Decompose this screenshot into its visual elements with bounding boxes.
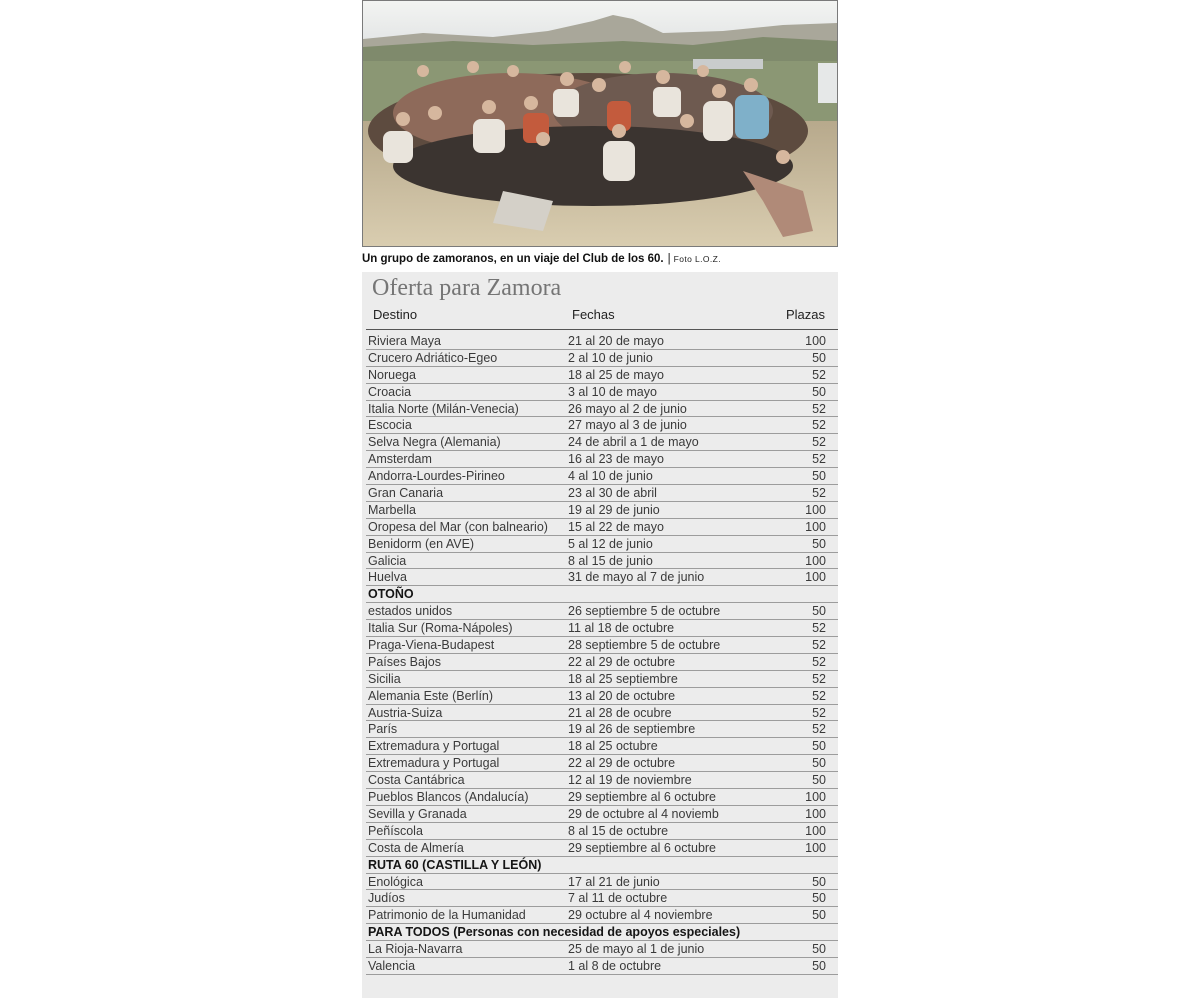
plazas-cell: 100 xyxy=(805,502,826,517)
plazas-cell: 100 xyxy=(805,334,826,348)
table-row xyxy=(366,721,838,738)
table-row xyxy=(366,671,838,688)
destino-cell: Costa de Almería xyxy=(368,840,464,855)
plazas-cell: 50 xyxy=(812,756,826,771)
destino-cell: Pueblos Blancos (Andalucía) xyxy=(368,790,529,805)
fechas-cell: 19 al 29 de junio xyxy=(568,502,660,517)
photo-caption xyxy=(362,250,838,268)
fechas-cell: 2 al 10 de junio xyxy=(568,350,653,365)
table-row xyxy=(366,637,838,654)
destino-cell: Riviera Maya xyxy=(368,334,441,348)
plazas-cell: 50 xyxy=(812,536,826,551)
fechas-cell: 21 al 20 de mayo xyxy=(568,334,664,348)
destino-cell: estados unidos xyxy=(368,604,453,619)
section-label: OTOÑO xyxy=(368,587,414,602)
table-row xyxy=(366,333,838,350)
fechas-cell: 29 octubre al 4 noviembre xyxy=(568,908,713,923)
header-plazas: Plazas xyxy=(785,307,825,322)
table-row xyxy=(366,384,838,401)
fechas-cell: 19 al 26 de septiembre xyxy=(568,722,696,737)
table-row xyxy=(366,688,838,705)
fechas-cell: 8 al 15 de junio xyxy=(568,553,653,568)
header-fechas: Fechas xyxy=(572,307,615,322)
plazas-cell: 52 xyxy=(812,401,826,416)
photo-credit: Foto L.O.Z. xyxy=(673,254,722,264)
fechas-cell: 3 al 10 de mayo xyxy=(568,384,657,399)
table-row xyxy=(366,519,838,536)
table-row xyxy=(366,789,838,806)
destino-cell: Gran Canaria xyxy=(368,486,444,501)
table-row xyxy=(366,417,838,434)
destino-cell: Países Bajos xyxy=(368,654,441,669)
destino-cell: Crucero Adriático-Egeo xyxy=(368,350,498,365)
table-row xyxy=(366,620,838,637)
fechas-cell: 26 septiembre 5 de octubre xyxy=(568,604,721,619)
plazas-cell: 50 xyxy=(812,384,826,399)
destino-cell: Croacia xyxy=(368,384,412,399)
table-row xyxy=(366,569,838,586)
fechas-cell: 27 mayo al 3 de junio xyxy=(568,418,687,433)
plazas-cell: 50 xyxy=(812,891,826,906)
destino-cell: Alemania Este (Berlín) xyxy=(368,688,494,703)
table-row xyxy=(366,485,838,502)
section-label: PARA TODOS (Personas con necesidad de apoyos especiales) xyxy=(368,925,741,940)
fechas-cell: 4 al 10 de junio xyxy=(568,469,653,484)
fechas-cell: 22 al 29 de octubre xyxy=(568,654,676,669)
plazas-cell: 52 xyxy=(812,486,826,501)
plazas-cell: 100 xyxy=(805,553,826,568)
section-header xyxy=(366,586,838,603)
plazas-cell: 52 xyxy=(812,688,826,703)
plazas-cell: 50 xyxy=(812,908,826,923)
plazas-cell: 52 xyxy=(812,722,826,737)
table-row xyxy=(366,941,838,958)
table-title: Oferta para Zamora xyxy=(372,275,562,301)
table-row xyxy=(366,468,838,485)
destino-cell: Praga-Viena-Budapest xyxy=(368,638,495,653)
destino-cell: Peñíscola xyxy=(368,823,423,838)
destino-cell: Selva Negra (Alemania) xyxy=(368,435,501,450)
table-row xyxy=(366,840,838,857)
table-row xyxy=(366,536,838,553)
fechas-cell: 24 de abril a 1 de mayo xyxy=(568,435,699,450)
destino-cell: Costa Cantábrica xyxy=(368,773,465,788)
fechas-cell: 15 al 22 de mayo xyxy=(568,519,664,534)
section-label: RUTA 60 (CASTILLA Y LEÓN) xyxy=(368,857,542,872)
table-row xyxy=(366,890,838,907)
plazas-cell: 100 xyxy=(805,806,826,821)
fechas-cell: 8 al 15 de octubre xyxy=(568,823,669,838)
table-row xyxy=(366,553,838,570)
fechas-cell: 18 al 25 de mayo xyxy=(568,367,664,382)
table-row xyxy=(366,350,838,367)
destino-cell: Extremadura y Portugal xyxy=(368,756,500,771)
plazas-cell: 50 xyxy=(812,469,826,484)
destino-cell: Italia Norte (Milán-Venecia) xyxy=(368,401,519,416)
plazas-cell: 100 xyxy=(805,790,826,805)
plazas-cell: 50 xyxy=(812,942,826,957)
plazas-cell: 52 xyxy=(812,435,826,450)
fechas-cell: 23 al 30 de abril xyxy=(568,486,657,501)
plazas-cell: 100 xyxy=(805,519,826,534)
fechas-cell: 18 al 25 septiembre xyxy=(568,671,678,686)
plazas-cell: 52 xyxy=(812,367,826,382)
destino-cell: Valencia xyxy=(368,958,416,973)
fechas-cell: 29 septiembre al 6 octubre xyxy=(568,790,717,805)
fechas-cell: 18 al 25 octubre xyxy=(568,739,658,754)
plazas-cell: 52 xyxy=(812,418,826,433)
table-row xyxy=(366,434,838,451)
destino-cell: Huelva xyxy=(368,570,407,585)
destino-cell: Sicilia xyxy=(368,671,401,686)
fechas-cell: 22 al 29 de octubre xyxy=(568,756,676,771)
fechas-cell: 16 al 23 de mayo xyxy=(568,452,664,467)
plazas-cell: 52 xyxy=(812,705,826,720)
destino-cell: Sevilla y Granada xyxy=(368,806,467,821)
destino-cell: Escocia xyxy=(368,418,412,433)
table-row xyxy=(366,772,838,789)
section-header xyxy=(366,857,838,874)
table-row xyxy=(366,367,838,384)
table-row xyxy=(366,738,838,755)
fechas-cell: 28 septiembre 5 de octubre xyxy=(568,638,721,653)
plazas-cell: 52 xyxy=(812,654,826,669)
destino-cell: Marbella xyxy=(368,502,416,517)
destino-cell: Benidorm (en AVE) xyxy=(368,536,475,551)
fechas-cell: 7 al 11 de octubre xyxy=(568,891,668,906)
table-row xyxy=(366,806,838,823)
destino-cell: Austria-Suiza xyxy=(368,705,443,720)
plazas-cell: 50 xyxy=(812,874,826,889)
table-row xyxy=(366,502,838,519)
destino-cell: Noruega xyxy=(368,367,416,382)
plazas-cell: 50 xyxy=(812,773,826,788)
table-row xyxy=(366,654,838,671)
fechas-cell: 17 al 21 de junio xyxy=(568,874,660,889)
group-photo xyxy=(362,0,838,247)
caption-text: Un grupo de zamoranos, en un viaje del Club de los 60. xyxy=(362,253,664,265)
destino-cell: Galicia xyxy=(368,553,407,568)
table-row xyxy=(366,603,838,620)
destino-cell: Enológica xyxy=(368,874,423,889)
offer-table-panel xyxy=(362,272,838,998)
plazas-cell: 100 xyxy=(805,823,826,838)
section-header xyxy=(366,924,838,941)
table-row xyxy=(366,755,838,772)
table-row xyxy=(366,874,838,891)
fechas-cell: 12 al 19 de noviembre xyxy=(568,773,692,788)
plazas-cell: 100 xyxy=(805,570,826,585)
table-row xyxy=(366,958,838,975)
table-row xyxy=(366,823,838,840)
destino-cell: París xyxy=(368,722,398,737)
destino-cell: Oropesa del Mar (con balneario) xyxy=(368,519,548,534)
plazas-cell: 52 xyxy=(812,638,826,653)
header-rule xyxy=(366,329,838,330)
plazas-cell: 50 xyxy=(812,739,826,754)
fechas-cell: 29 de octubre al 4 noviemb xyxy=(568,806,719,821)
table-row xyxy=(366,451,838,468)
caption-separator: | xyxy=(667,253,671,265)
fechas-cell: 13 al 20 de octubre xyxy=(568,688,676,703)
plazas-cell: 52 xyxy=(812,671,826,686)
table-row xyxy=(366,401,838,418)
destino-cell: Andorra-Lourdes-Pirineo xyxy=(368,469,505,484)
destino-cell: Italia Sur (Roma-Nápoles) xyxy=(368,621,513,636)
plazas-cell: 50 xyxy=(812,958,826,973)
table-rows xyxy=(366,333,838,975)
fechas-cell: 21 al 28 de ocubre xyxy=(568,705,672,720)
table-row xyxy=(366,907,838,924)
plazas-cell: 50 xyxy=(812,350,826,365)
fechas-cell: 31 de mayo al 7 de junio xyxy=(568,570,705,585)
fechas-cell: 5 al 12 de junio xyxy=(568,536,653,551)
fechas-cell: 26 mayo al 2 de junio xyxy=(568,401,687,416)
fechas-cell: 1 al 8 de octubre xyxy=(568,958,662,973)
fechas-cell: 29 septiembre al 6 octubre xyxy=(568,840,717,855)
fechas-cell: 25 de mayo al 1 de junio xyxy=(568,942,705,957)
fechas-cell: 11 al 18 de octubre xyxy=(568,621,675,636)
destino-cell: Extremadura y Portugal xyxy=(368,739,500,754)
header-destino: Destino xyxy=(373,307,418,322)
table-row xyxy=(366,705,838,722)
plazas-cell: 52 xyxy=(812,452,826,467)
plazas-cell: 100 xyxy=(805,840,826,855)
destino-cell: Patrimonio de la Humanidad xyxy=(368,908,526,923)
destino-cell: La Rioja-Navarra xyxy=(368,942,463,957)
destino-cell: Amsterdam xyxy=(368,452,432,467)
plazas-cell: 50 xyxy=(812,604,826,619)
plazas-cell: 52 xyxy=(812,621,826,636)
destino-cell: Judíos xyxy=(368,891,405,906)
